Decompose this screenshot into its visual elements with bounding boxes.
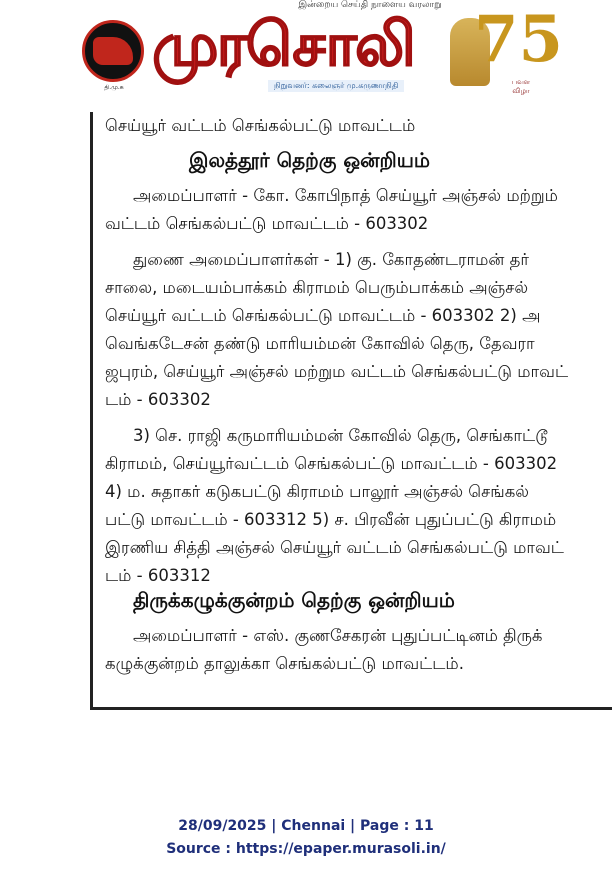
footer-source-link[interactable]: Source : https://epaper.murasoli.in/ <box>166 841 446 857</box>
article-line: கிராமம், செய்யூர்வட்டம் செங்கல்பட்டு மாவட்டம் - 603302 <box>105 454 558 473</box>
footer-date-line: 28/09/2025 | Chennai | Page : 11 <box>178 818 434 834</box>
article-line: செய்யூர் வட்டம் செங்கல்பட்டு மாவட்டம் <box>105 116 416 135</box>
section-heading: இலத்தூர் தெற்கு ஒன்றியம் <box>189 148 430 172</box>
article-line: அமைப்பாளர் - எஸ். குணசேகரன் புதுப்பட்டினம் திருக் <box>133 626 543 645</box>
article-line: கழுக்குன்றம் தாலுக்கா செங்கல்பட்டு மாவட்டம். <box>105 654 464 673</box>
masthead-tagline: இன்றைய செய்தி நாளைய வரலாறு <box>298 0 442 10</box>
anniversary-number: 75 <box>474 2 564 77</box>
article-line: டம் - 603312 <box>105 566 211 585</box>
founder-line: நிறுவனர்: கலைஞர் மு.கருணாநிதி <box>268 80 404 92</box>
article-line: செய்யூர் வட்டம் செங்கல்பட்டு மாவட்டம் - 603302 2) அ <box>105 306 541 325</box>
newspaper-logo: முரசொலி <box>152 10 414 80</box>
article-line: 4) ம. சுதாகர் கடுகபட்டு கிராமம் பாலூர் அஞ்சல் செங்கல் <box>105 482 529 501</box>
article-line: டம் - 603302 <box>105 390 211 409</box>
party-emblem-icon <box>82 20 144 82</box>
anniversary-badge <box>450 2 564 96</box>
anniversary-label: பவள விழா <box>511 78 531 95</box>
masthead <box>80 0 612 102</box>
article-line: பட்டு மாவட்டம் - 603312 5) ச. பிரவீன் புதுப்பட்டு கிராமம் <box>105 510 557 529</box>
article-line: துணை அமைப்பாளர்கள் - 1) கு. கோதண்டராமன் தர் <box>133 250 529 269</box>
section-heading: திருக்கழுக்குன்றம் தெற்கு ஒன்றியம் <box>133 588 455 612</box>
article-line: சாலை, மடையம்பாக்கம் கிராமம் பெரும்பாக்கம் அஞ்சல் <box>105 278 529 297</box>
article-line: வெங்கடேசன் தண்டு மாரியம்மன் கோவில் தெரு, தேவரா <box>105 334 535 353</box>
article-line: இரணிய சித்தி அஞ்சல் செய்யூர் வட்டம் செங்கல்பட்டு மாவட் <box>105 538 564 557</box>
emblem-caption: தி.மு.க <box>104 84 124 91</box>
article-line: அமைப்பாளர் - கோ. கோபிநாத் செய்யூர் அஞ்சல் மற்றும் <box>133 186 558 205</box>
article-line: வட்டம் செங்கல்பட்டு மாவட்டம் - 603302 <box>105 214 429 233</box>
article-line: 3) செ. ராஜி கருமாரியம்மன் கோவில் தெரு, செங்காட்டூ <box>133 426 548 445</box>
article-clipping <box>90 112 612 710</box>
article-line: ஜபுரம், செய்யூர் அஞ்சல் மற்றும வட்டம் செங்கல்பட்டு மாவட் <box>105 362 569 381</box>
